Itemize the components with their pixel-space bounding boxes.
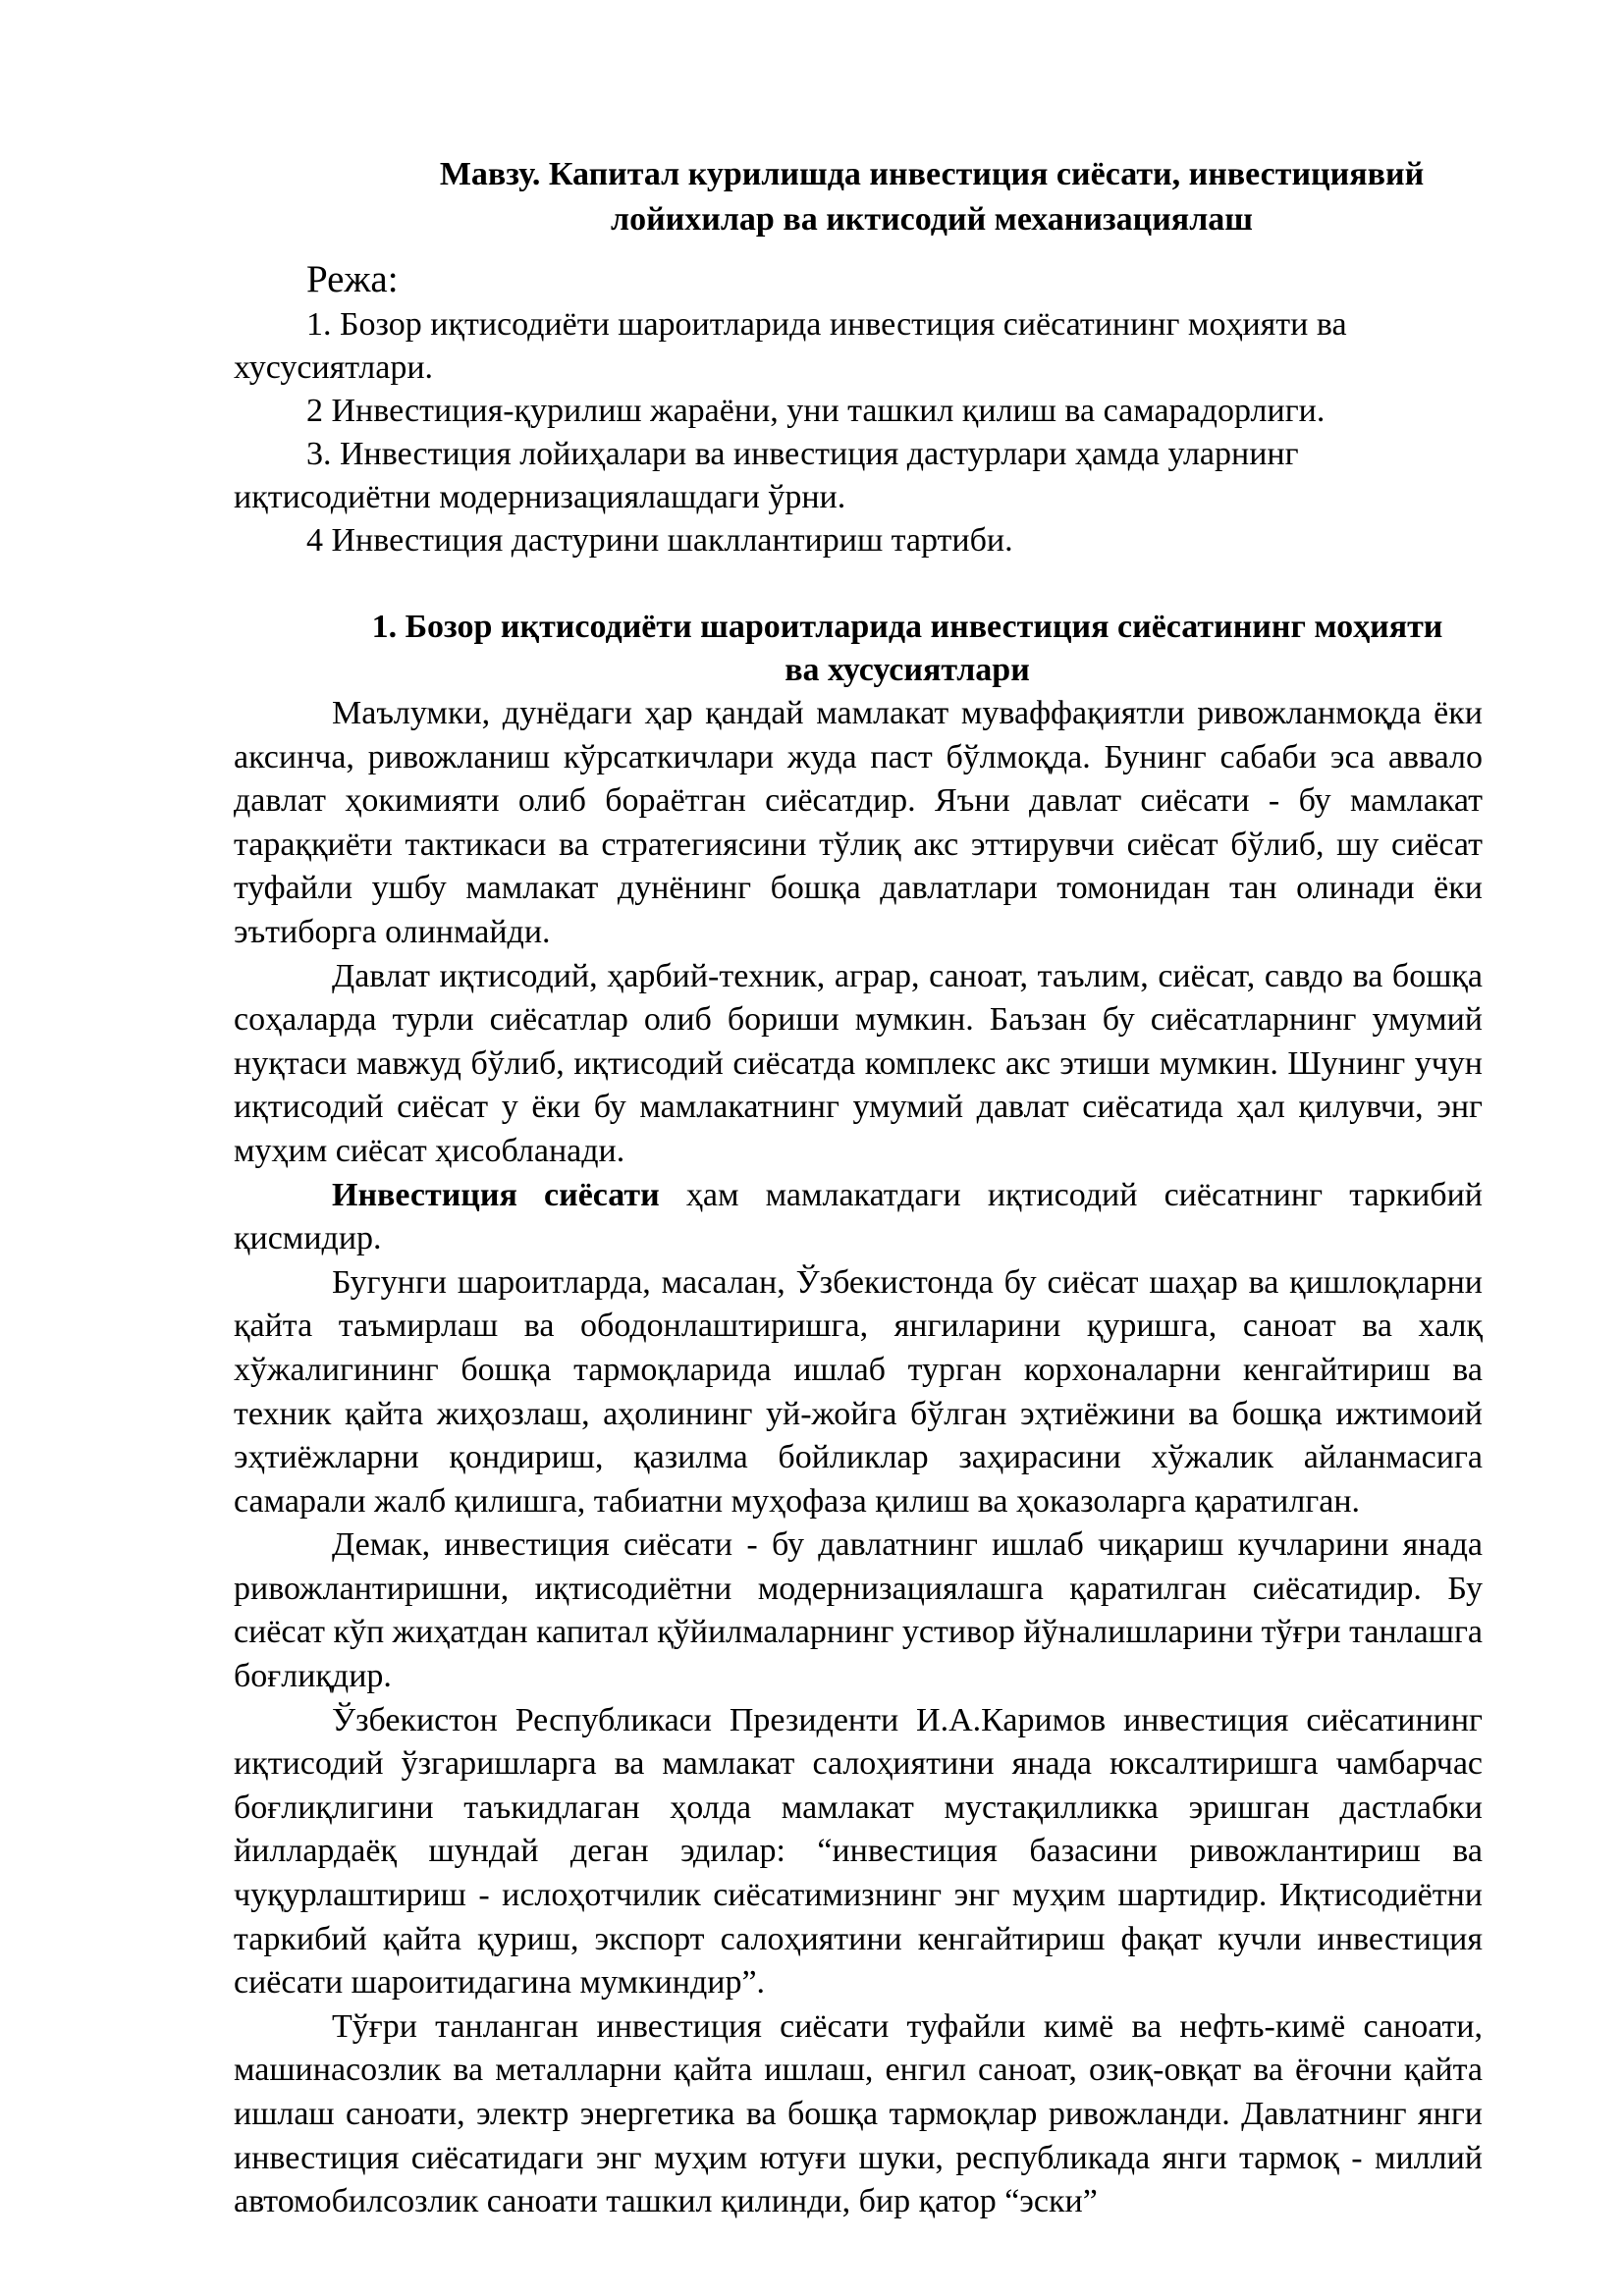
- paragraph-3: [234, 1174, 1483, 1261]
- paragraph-4: Бугунги шароитларда, масалан, Ўзбекистонда бу сиёсат шаҳар ва қишлоқларни қайта таъмирлаш ва ободонлаштиришга, янгиларини қуришга, саноат ва халқ хўжалигининг бошқа тармоқларида ишлаб турган корхоналарни кенгайтириш ва техник қайта жиҳозлаш, аҳолининг уй-жойга бўлган эҳтиёжини ва бошқа ижтимоий эҳтиёжларни қондириш, қазилма бойликлар заҳирасини хўжалик айланмасига самарали жалб қилишга, табиатни муҳофаза қилиш ва ҳоказоларга қаратилган.: [234, 1263, 1483, 1520]
- plan-list: [234, 303, 1483, 562]
- paragraph-6: Ўзбекистон Республикаси Президенти И.А.Каримов инвестиция сиёсатининг иқтисодий ўзгаришларга ва мамлакат салоҳиятини янада юксалтиришга чамбарчас боғлиқлигини таъкидлаган ҳолда мамлакат мустақилликка эришган дастлабки йиллардаёқ шундай деган эдилар: “инвестиция базасини ривожлантириш ва чуқурлаштириш - ислоҳотчилик сиёсатимизнинг энг муҳим шартидир. Иқтисодиётни таркибий қайта қуриш, экспорт салоҳиятини кенгайтириш фақат кучли инвестиция сиёсати шароитидагина мумкиндир”.: [234, 1701, 1483, 2002]
- paragraph-3-rest: ҳам мамлакатдаги иқтисодий сиёсатнинг таркибий қисмидир.: [234, 1176, 1483, 1257]
- plan-item-3: 3. Инвестиция лойиҳалари ва инвестиция дастурлари ҳамда уларнинг иқтисодиётни модернизациялашдаги ўрни.: [234, 436, 1299, 515]
- title-line-1: Мавзу. Капитал курилишда инвестиция сиёсати, инвестициявий: [439, 156, 1425, 192]
- plan-item-2: 2 Инвестиция-қурилиш жараёни, уни ташкил қилиш ва самарадорлиги.: [306, 393, 1326, 429]
- plan-heading: Режа:: [306, 258, 399, 300]
- bold-term: Инвестиция сиёсати: [332, 1176, 660, 1213]
- paragraph-5: Демак, инвестиция сиёсати - бу давлатнинг ишлаб чиқариш кучларини янада ривожлантиришни, иқтисодиётни модернизациялашга қаратилган сиёсатидир. Бу сиёсат кўп жиҳатдан капитал қўйилмаларнинг устивор йўналишларини тўғри танлашга боғлиқдир.: [234, 1526, 1483, 1695]
- document-page: [234, 152, 1483, 2224]
- document-title: [234, 152, 1483, 242]
- section-heading: [234, 606, 1483, 692]
- plan-item-4: 4 Инвестиция дастурини шакллантириш тартиби.: [306, 522, 1013, 559]
- paragraph-7: Тўғри танланган инвестиция сиёсати туфайли кимё ва нефть-кимё саноати, машинасозлик ва металларни қайта ишлаш, енгил саноат, озиқ-овқат ва ёғочни қайта ишлаш саноати, электр энергетика ва бошқа тармоқлар ривожланди. Давлатнинг янги инвестиция сиёсатидаги энг муҳим ютуғи шуки, республикада янги тармоқ - миллий автомобилсозлик саноати ташкил қилинди, бир қатор “эски”: [234, 2007, 1483, 2220]
- title-line-2: лойихилар ва иктисодий механизациялаш: [611, 201, 1253, 238]
- paragraph-2: Давлат иқтисодий, ҳарбий-техник, аграр, саноат, таълим, сиёсат, савдо ва бошқа соҳаларда турли сиёсатлар олиб бориши мумкин. Баъзан бу сиёсатларнинг умумий нуқтаси мавжуд бўлиб, иқтисодий сиёсатда комплекс акс этиши мумкин. Шунинг учун иқтисодий сиёсат у ёки бу мамлакатнинг умумий давлат сиёсатида ҳал қилувчи, энг муҳим сиёсат ҳисобланади.: [234, 957, 1483, 1169]
- section-heading-line-2: ва хусусиятлари: [785, 652, 1030, 688]
- paragraph-1: Маълумки, дунёдаги ҳар қандай мамлакат муваффақиятли ривожланмоқда ёки аксинча, ривожланиш кўрсаткичлари жуда паст бўлмоқда. Бунинг сабаби эса аввало давлат ҳокимияти олиб бораётган сиёсатдир. Яъни давлат сиёсати - бу мамлакат тараққиёти тактикаси ва стратегиясини тўлиқ акс эттирувчи сиёсат бўлиб, шу сиёсат туфайли ушбу мамлакат дунёнинг бошқа давлатлари томонидан тан олинади ёки эътиборга олинмайди.: [234, 695, 1483, 950]
- section-heading-line-1: 1. Бозор иқтисодиёти шароитларида инвестиция сиёсатининг моҳияти: [371, 609, 1443, 645]
- plan-item-1: 1. Бозор иқтисодиёти шароитларида инвестиция сиёсатининг моҳияти ва хусусиятлари.: [234, 306, 1347, 386]
